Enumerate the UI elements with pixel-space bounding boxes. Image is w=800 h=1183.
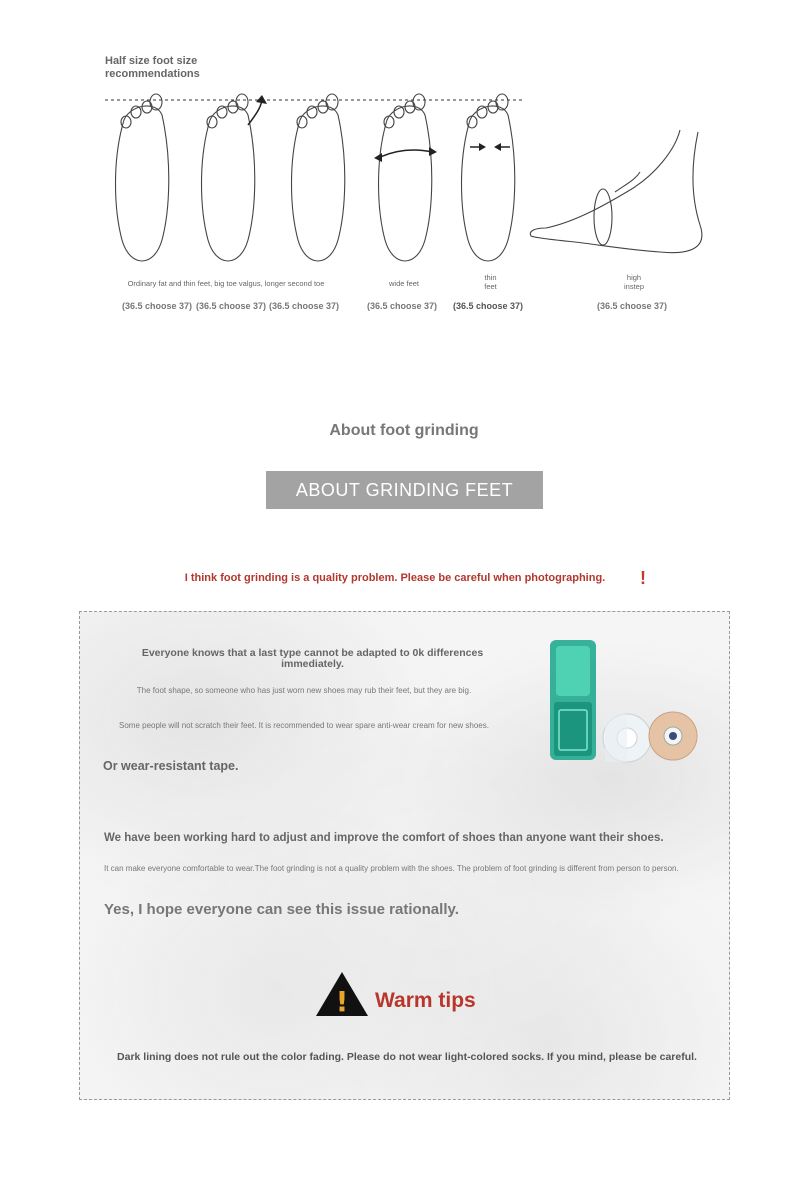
foot-valgus xyxy=(202,94,255,261)
recommendation-label: (36.5 choose 37) xyxy=(452,301,524,311)
recommendation-label: (36.5 choose 37) xyxy=(366,301,438,311)
tip-line: The foot shape, so someone who has just worn new shoes may rub their feet, but they are big. xyxy=(136,686,472,695)
caption-wide-feet: wide feet xyxy=(388,279,420,288)
foot-shapes-illustration xyxy=(0,0,800,340)
photo-notice: I think foot grinding is a quality problem. Please be careful when photographing. xyxy=(184,572,606,584)
caption-high-instep: high instep xyxy=(623,273,644,291)
tip-line: Everyone knows that a last type cannot be adapted to 0k differences immediately. xyxy=(141,647,484,670)
exclamation-icon: ! xyxy=(640,568,646,588)
size-section-title: Half size foot size recommendations xyxy=(105,55,200,80)
tip-line: Or wear-resistant tape. xyxy=(103,759,239,773)
warning-triangle-icon xyxy=(314,970,370,1018)
foot-thin xyxy=(462,94,515,261)
warm-tips-title: Warm tips xyxy=(375,989,476,1012)
tip-line: Some people will not scratch their feet. It is recommended to wear spare anti-wear cream for new shoes. xyxy=(119,721,489,730)
wide-arrow-icon xyxy=(378,150,432,158)
caption-ordinary-feet: Ordinary fat and thin feet, big toe valgus, longer second toe xyxy=(127,279,325,288)
foot-side-view-high-instep xyxy=(530,130,702,253)
recommendation-label: (36.5 choose 37) xyxy=(596,301,668,311)
warning-glyph: ! xyxy=(335,985,349,1018)
tip-line: It can make everyone comfortable to wear.The foot grinding is not a quality problem with the shoes. The problem of foot grinding is different from person to person. xyxy=(104,864,679,873)
foot-wide xyxy=(379,94,432,261)
about-banner: ABOUT GRINDING FEET xyxy=(266,471,543,509)
color-fading-note: Dark lining does not rule out the color fading. Please do not wear light-colored socks. If you mind, please be careful. xyxy=(117,1051,697,1063)
recommendation-label: (36.5 choose 37) xyxy=(121,301,193,311)
recommendation-label: (36.5 choose 37) xyxy=(268,301,340,311)
recommendation-label: (36.5 choose 37) xyxy=(195,301,267,311)
foot-long-second-toe xyxy=(292,94,345,261)
caption-thin-feet: thin feet xyxy=(484,273,497,291)
tip-line: Yes, I hope everyone can see this issue rationally. xyxy=(104,901,459,918)
foot-ordinary-1 xyxy=(116,94,169,261)
anti-wear-cream-and-tape-image xyxy=(545,632,705,768)
tip-line: We have been working hard to adjust and improve the comfort of shoes than anyone want their shoes. xyxy=(104,832,664,844)
about-heading: About foot grinding xyxy=(329,422,479,439)
